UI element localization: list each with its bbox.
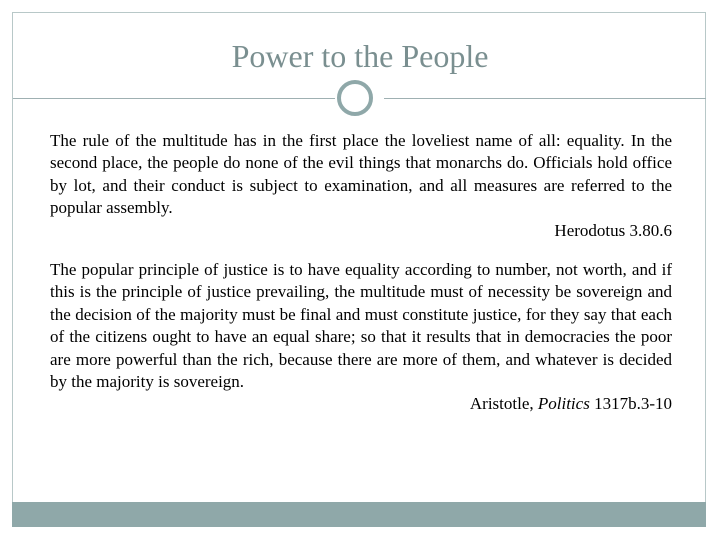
slide-title: Power to the People bbox=[231, 38, 489, 74]
footer-bar bbox=[12, 502, 706, 527]
attribution-aristotle bbox=[50, 393, 672, 415]
quote-herodotus: The rule of the multitude has in the first place the loveliest name of all: equality. In the second place, the people do none of the evil things that monarchs do. Officials hold office by lot, and their conduct is subject to examination, and all measures are referred to the popular assembly. bbox=[50, 131, 672, 218]
title-divider-left bbox=[13, 98, 335, 99]
attribution-work: Politics bbox=[537, 394, 590, 414]
attribution-author: Aristotle, bbox=[469, 394, 538, 414]
quote-spacer bbox=[50, 242, 672, 259]
quote-aristotle: The popular principle of justice is to have equality according to number, not worth, and if this is the principle of justice prevailing, the multitude must of necessity be sovereign and the decision of the majority must be final and must constitute justice, for they say that each of the citizens ought to have an equal share; so that it results that in democracies the poor are more powerful than the rich, because there are more of them, and whatever is decided by the majority is sovereign. bbox=[50, 260, 672, 392]
attribution-herodotus: Herodotus 3.80.6 bbox=[554, 220, 672, 240]
title-divider-right bbox=[384, 98, 706, 99]
divider-circle-icon bbox=[337, 80, 373, 116]
slide-body bbox=[50, 130, 672, 416]
attribution-ref: 1317b.3-10 bbox=[589, 394, 672, 414]
